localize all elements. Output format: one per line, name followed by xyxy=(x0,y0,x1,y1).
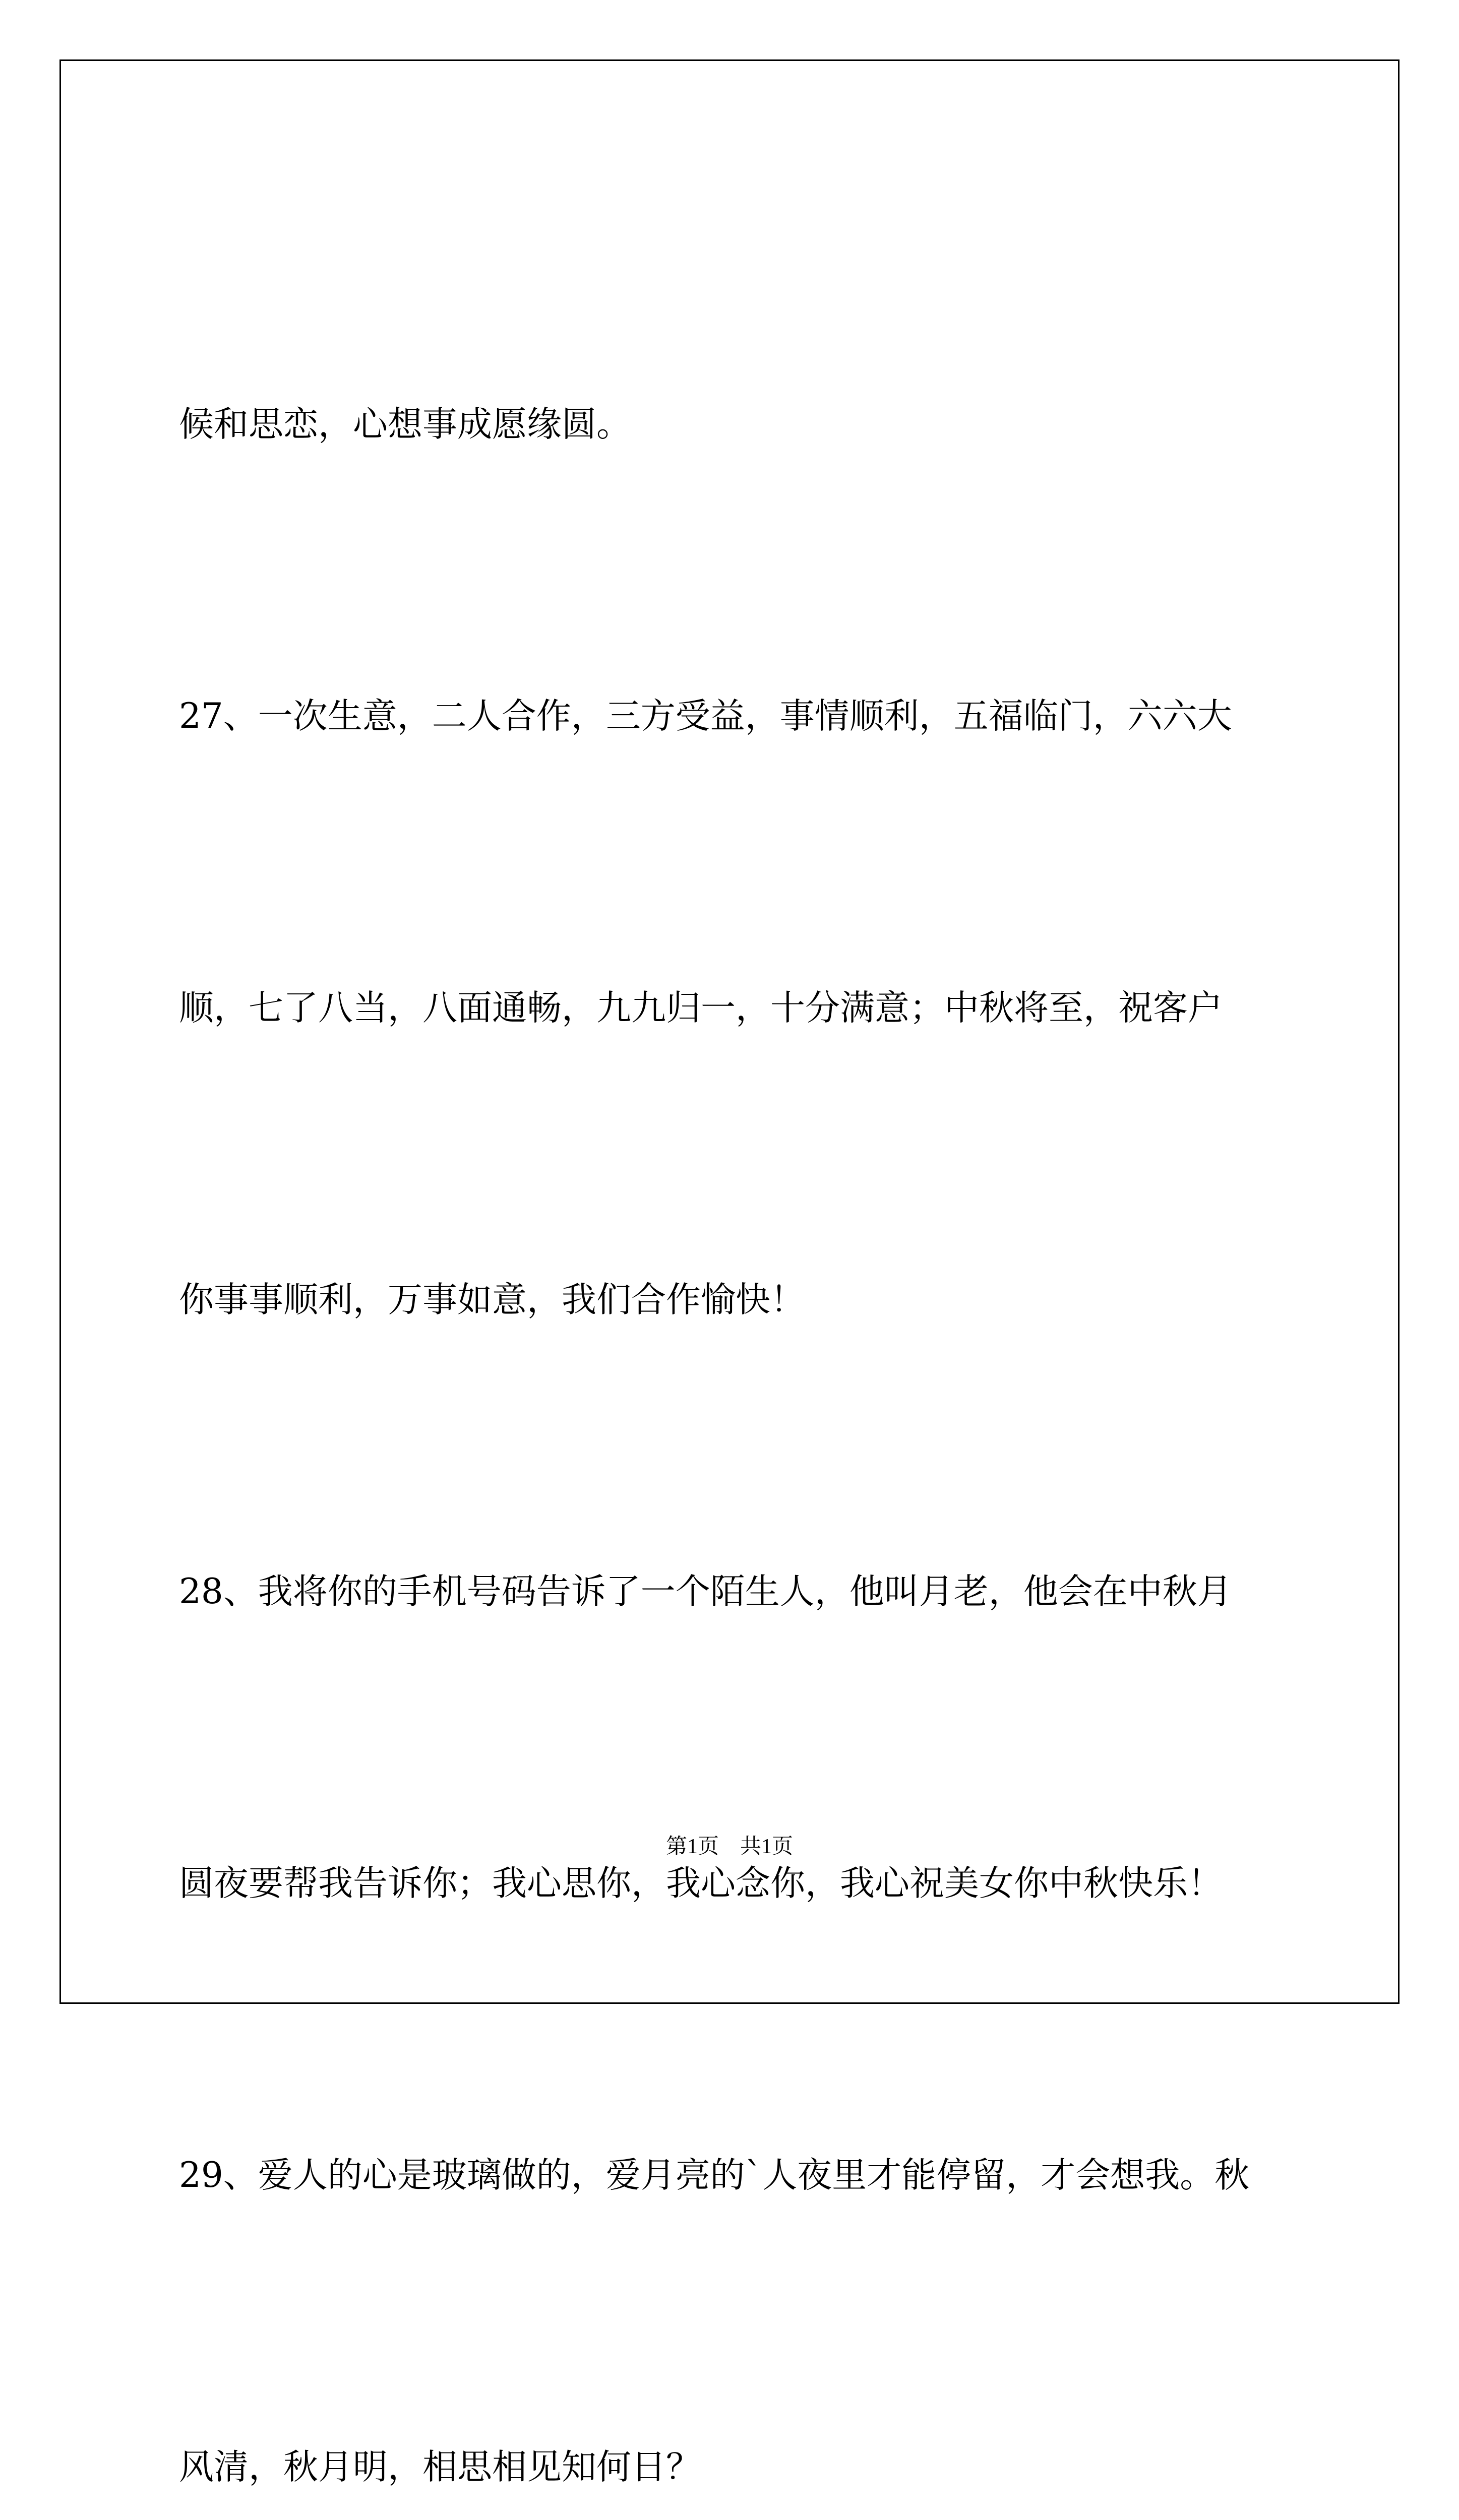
text-line: 29、爱人的心是玻璃做的，爱月亮的`人夜里才能停留，才会想我。秋 xyxy=(179,2155,1250,2195)
text-line: 顺，七了八当，八面通畅，九九归一，十分满意；中秋将至，祝客户 xyxy=(179,988,1223,1028)
text-line: 你事事顺利，万事如意，我们合作愉快！ xyxy=(179,1280,805,1320)
text-line: 圆夜要帮我告诉你；我心思你，我心念你，我心祝美女你中秋快乐！ xyxy=(179,1863,1223,1904)
text-line: 27、一次生意，二人合作，三方受益，事情顺利，五福临门，六六大 xyxy=(179,696,1232,736)
page-footer: 第1页 共1页 xyxy=(665,1835,793,1858)
document-body xyxy=(179,181,1286,2520)
text-line: 候和思恋，心想事成愿缘圆。 xyxy=(179,404,631,445)
text-line: 风清，秋月明，相思相见知何日？ xyxy=(179,2447,701,2487)
text-line: 28、我将你的手机号码告诉了一个陌生人，他叫月老，他会在中秋月 xyxy=(179,1571,1232,1612)
